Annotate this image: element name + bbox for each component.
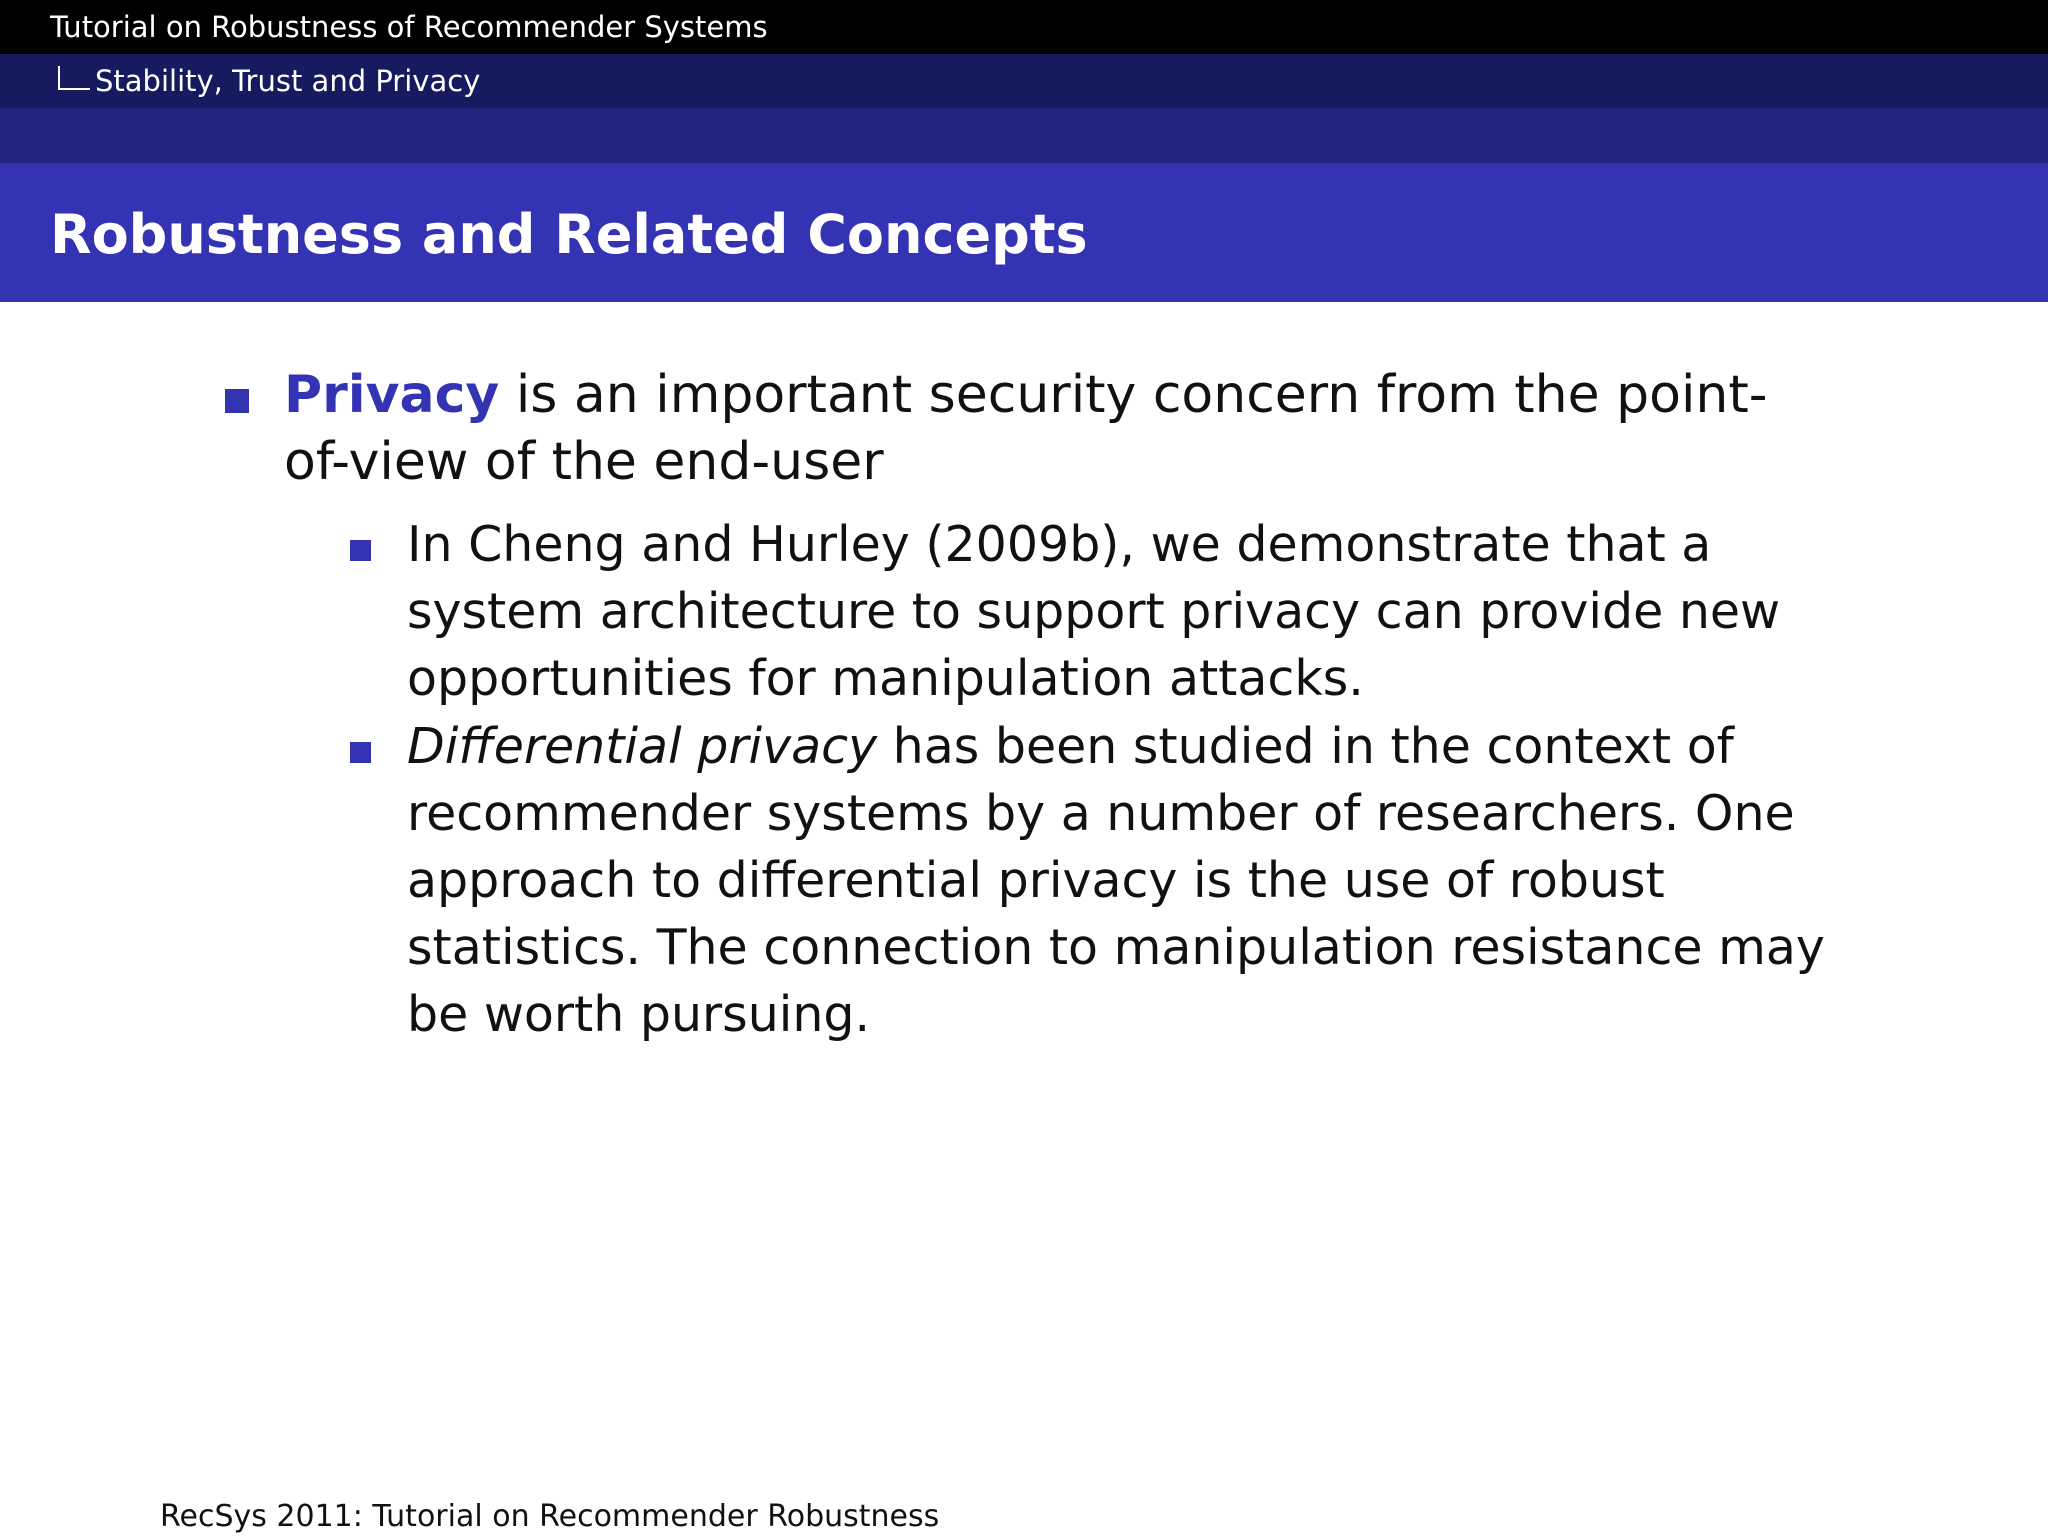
header-presentation-bar	[0, 0, 2048, 54]
sub-bullet-square-icon	[350, 742, 371, 763]
sub-list-item-differential-privacy	[407, 713, 1877, 1048]
section-tree-corner-icon	[58, 66, 90, 90]
sub-list-item-cheng-hurley	[407, 511, 1877, 712]
list-item-privacy	[284, 362, 1784, 496]
sub-list-item-cheng-hurley-text: In Cheng and Hurley (2009b), we demonstrate that a system architecture to support privacy can provide new opportunities for manipulation attacks.	[407, 516, 1781, 707]
header-spacer-band	[0, 108, 2048, 163]
bullet-square-icon	[225, 389, 249, 413]
frame-title: Robustness and Related Concepts	[50, 203, 1088, 266]
section-title: Stability, Trust and Privacy	[95, 64, 481, 98]
footer-text: RecSys 2011: Tutorial on Recommender Robustness	[160, 1499, 940, 1534]
privacy-highlight: Privacy	[284, 365, 500, 425]
list-item-privacy-text: is an important security concern from the point-of-view of the end-user	[284, 365, 1768, 492]
sub-bullet-square-icon	[350, 540, 371, 561]
differential-privacy-emphasis: Differential privacy	[407, 718, 878, 775]
sub-list-item-differential-privacy-text: has been studied in the context of recommender systems by a number of researchers. One approach to differential privacy is the use of robust statistics. The connection to manipulation resistance may be worth pursuing.	[407, 718, 1825, 1043]
presentation-title: Tutorial on Robustness of Recommender Systems	[50, 10, 768, 44]
